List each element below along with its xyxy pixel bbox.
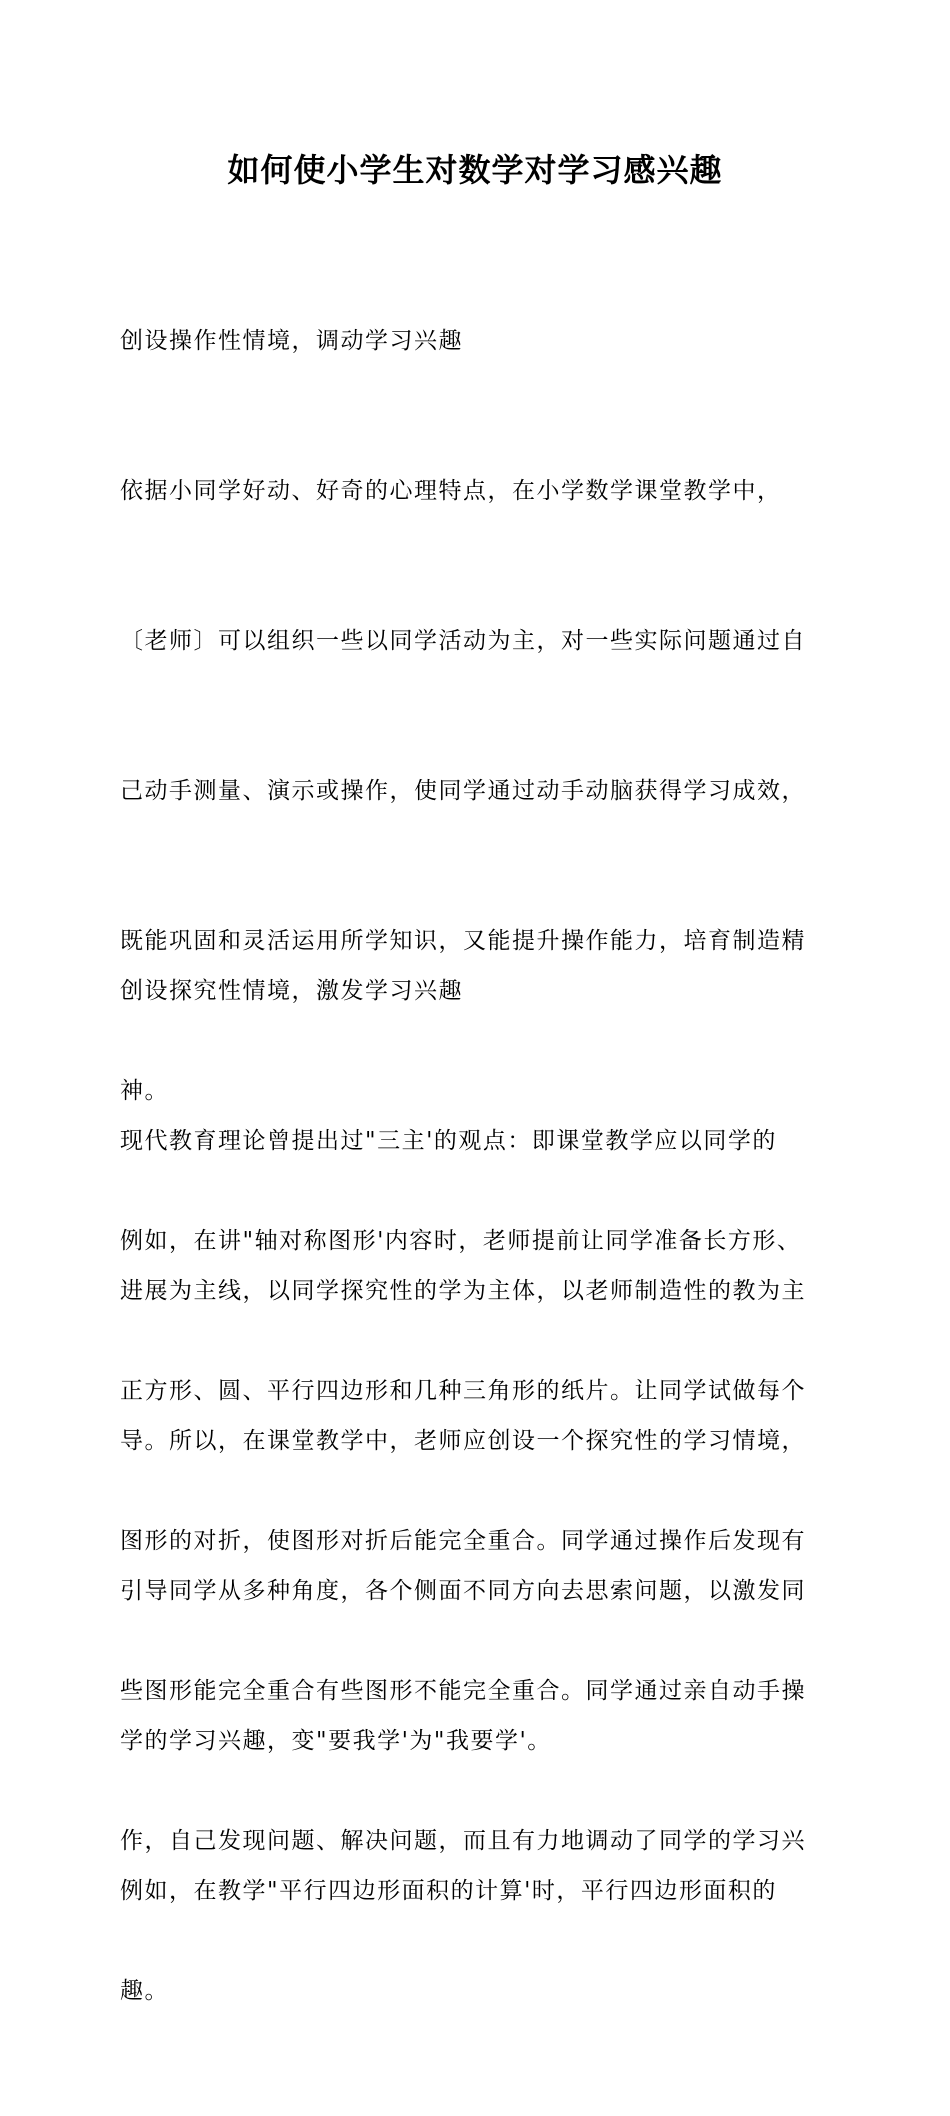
paragraph-line: 正方形、圆、平行四边形和几种三角形的纸片。让同学试做每个 xyxy=(120,1378,806,1404)
paragraph-line: 些图形能完全重合有些图形不能完全重合。同学通过亲自动手操 xyxy=(120,1678,806,1704)
paragraph-line: 神。 xyxy=(120,1078,169,1104)
paragraph-line: 图形的对折，使图形对折后能完全重合。同学通过操作后发现有 xyxy=(120,1528,806,1554)
section-2 xyxy=(120,866,840,2016)
paragraph-line: 进展为主线，以同学探究性的学为主体，以老师制造性的教为主 xyxy=(120,1278,806,1304)
paragraph-line: 依据小同学好动、好奇的心理特点，在小学数学课堂教学中， xyxy=(120,478,782,504)
paragraph-line: 导。所以，在课堂教学中，老师应创设一个探究性的学习情境， xyxy=(120,1428,806,1454)
paragraph-line: 趣。 xyxy=(120,1978,169,2004)
paragraph-line: 引导同学从多种角度，各个侧面不同方向去思索问题，以激发同 xyxy=(120,1578,806,1604)
paragraph-line: 〔老师〕可以组织一些以同学活动为主，对一些实际问题通过自 xyxy=(120,628,806,654)
paragraph-line: 学的学习兴趣，变"要我学'为"我要学'。 xyxy=(120,1728,552,1754)
section-heading: 创设操作性情境，调动学习兴趣 xyxy=(120,328,463,354)
paragraph-line: 现代教育理论曾提出过"三主'的观点：即课堂教学应以同学的 xyxy=(120,1128,777,1154)
document-title: 如何使小学生对数学对学习感兴趣 xyxy=(227,151,723,189)
paragraph-line: 作，自己发现问题、解决问题，而且有力地调动了同学的学习兴 xyxy=(120,1828,806,1854)
paragraph-line: 例如，在讲"轴对称图形'内容时，老师提前让同学准备长方形、 xyxy=(120,1228,802,1254)
paragraph-line: 例如，在教学"平行四边形面积的计算'时，平行四边形面积的 xyxy=(120,1878,777,1904)
paragraph-line: 己动手测量、演示或操作，使同学通过动手动脑获得学习成效， xyxy=(120,778,806,804)
section-heading: 创设探究性情境，激发学习兴趣 xyxy=(120,978,463,1004)
paragraph-line: 既能巩固和灵活运用所学知识，又能提升操作能力，培育制造精 xyxy=(120,928,806,954)
